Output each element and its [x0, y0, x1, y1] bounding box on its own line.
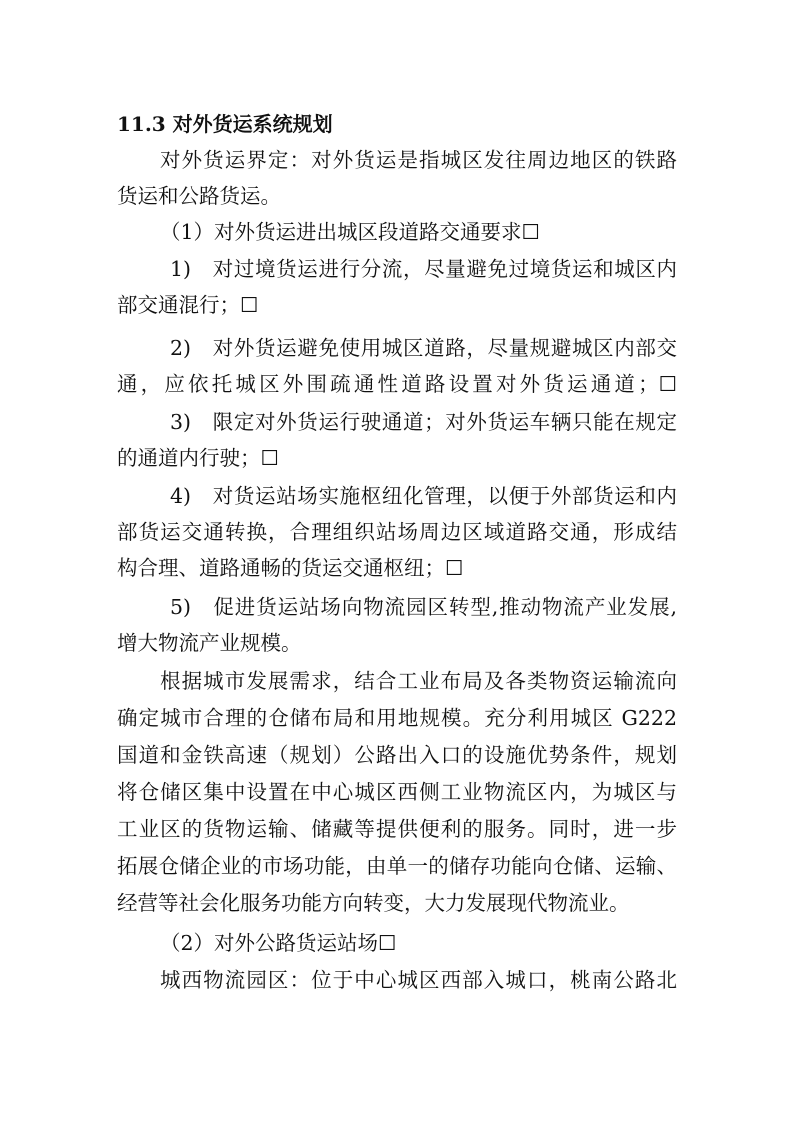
paragraph-line: 经营等社会化服务功能方向转变，大力发展现代物流业。	[117, 891, 630, 915]
paragraph-line: 拓展仓储企业的市场功能，由单一的储存功能向仓储、运输、	[117, 854, 677, 878]
list-item-line: 1) 对过境货运进行分流，尽量避免过境货运和城区内	[170, 257, 677, 281]
list-item-line: 5) 促进货运站场向物流园区转型,推动物流产业发展,	[170, 595, 677, 619]
paragraph-line: 国道和金铁高速（规划）公路出入口的设施优势条件，规划	[117, 743, 677, 767]
paragraph-line: 确定城市合理的仓储布局和用地规模。充分利用城区 G222	[117, 706, 677, 730]
list-item-line: 通，应依托城区外围疏通性道路设置对外货运通道；☐	[117, 372, 677, 396]
list-item-line: 构合理、道路通畅的货运交通枢纽；☐	[117, 556, 464, 580]
paragraph-line: 将仓储区集中设置在中心城区西侧工业物流区内，为城区与	[117, 780, 677, 804]
paragraph-line: 对外货运界定：对外货运是指城区发往周边地区的铁路	[160, 148, 677, 172]
subsection-heading: （2）对外公路货运站场☐	[160, 931, 397, 955]
paragraph-line: 城西物流园区：位于中心城区西部入城口，桃南公路北	[160, 968, 677, 992]
list-item-line: 的通道内行驶；☐	[117, 446, 279, 470]
list-item-line: 3) 限定对外货运行驶通道；对外货运车辆只能在规定	[170, 410, 677, 434]
list-item-line: 部货运交通转换，合理组织站场周边区域道路交通，形成结	[117, 520, 677, 544]
list-item-line: 2) 对外货运避免使用城区道路，尽量规避城区内部交	[170, 336, 677, 360]
paragraph-line: 工业区的货物运输、储藏等提供便利的服务。同时，进一步	[117, 817, 677, 841]
subsection-heading: （1）对外货运进出城区段道路交通要求☐	[160, 220, 540, 244]
list-item-line: 部交通混行；☐	[117, 293, 259, 317]
paragraph-line: 根据城市发展需求，结合工业布局及各类物资运输流向	[160, 669, 677, 693]
list-item-line: 4) 对货运站场实施枢纽化管理，以便于外部货运和内	[170, 484, 677, 508]
list-item-line: 增大物流产业规模。	[117, 631, 302, 655]
paragraph-line: 货运和公路货运。	[117, 184, 281, 208]
section-heading: 11.3 对外货运系统规划	[117, 112, 333, 136]
